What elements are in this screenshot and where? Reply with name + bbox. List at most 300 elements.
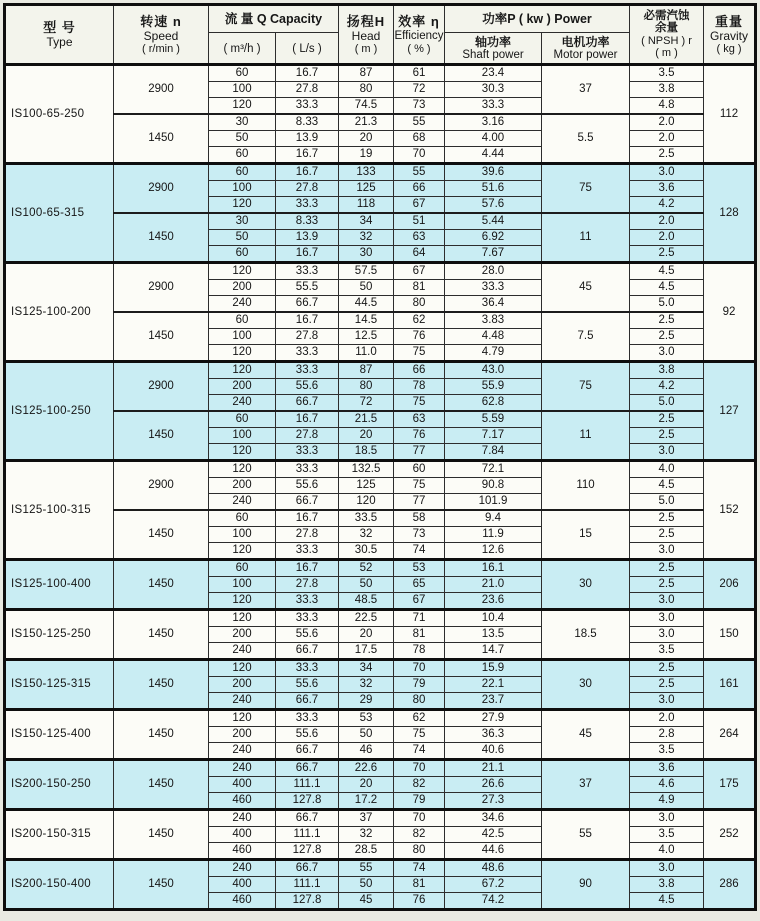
npsh-cell: 2.0 [630, 131, 704, 147]
efficiency-cell: 82 [394, 827, 445, 843]
efficiency-cell: 67 [394, 197, 445, 214]
efficiency-header-cn: 效率 η [398, 13, 440, 29]
col-header-npsh [630, 5, 704, 65]
shaft-power-cell: 14.7 [445, 643, 542, 660]
efficiency-cell: 60 [394, 461, 445, 478]
efficiency-cell: 77 [394, 494, 445, 511]
capacity-m3h-cell: 120 [209, 362, 276, 379]
table-row [5, 362, 756, 379]
speed-header-unit: ( r/min ) [142, 42, 180, 55]
shaft-power-cell: 3.16 [445, 114, 542, 131]
shaft-power-cell: 7.84 [445, 444, 542, 461]
table-row [5, 263, 756, 280]
motor-power-cell: 5.5 [542, 114, 630, 164]
capacity-ls-cell: 66.7 [276, 693, 339, 710]
efficiency-cell: 81 [394, 627, 445, 643]
head-cell: 50 [339, 577, 394, 593]
capacity-m3h-cell: 240 [209, 810, 276, 827]
gravity-cell: 152 [704, 461, 756, 560]
table-row [5, 312, 756, 329]
capacity-ls-cell: 27.8 [276, 577, 339, 593]
capacity-m3h-cell: 240 [209, 643, 276, 660]
shaft-power-cell: 51.6 [445, 181, 542, 197]
head-cell: 52 [339, 560, 394, 577]
table-row [5, 461, 756, 478]
head-cell: 45 [339, 893, 394, 910]
capacity-m3h-cell: 60 [209, 411, 276, 428]
shaft-power-cell: 23.7 [445, 693, 542, 710]
speed-cell: 1450 [114, 510, 209, 560]
capacity-ls-cell: 111.1 [276, 777, 339, 793]
capacity-m3h-cell: 400 [209, 777, 276, 793]
gravity-cell: 112 [704, 65, 756, 164]
speed-cell: 1450 [114, 860, 209, 910]
head-cell: 132.5 [339, 461, 394, 478]
npsh-cell: 4.0 [630, 461, 704, 478]
motor-power-cell: 75 [542, 362, 630, 412]
shaft-power-label-cn: 轴功率 [474, 34, 511, 49]
capacity-ls-cell: 33.3 [276, 362, 339, 379]
motor-power-cell: 75 [542, 164, 630, 214]
gravity-cell: 161 [704, 660, 756, 710]
motor-power-cell: 15 [542, 510, 630, 560]
speed-cell: 2900 [114, 461, 209, 511]
efficiency-cell: 75 [394, 345, 445, 362]
head-cell: 50 [339, 280, 394, 296]
shaft-power-cell: 3.83 [445, 312, 542, 329]
capacity-m3h-cell: 240 [209, 693, 276, 710]
shaft-power-cell: 5.59 [445, 411, 542, 428]
capacity-ls-cell: 16.7 [276, 312, 339, 329]
npsh-cell: 3.0 [630, 444, 704, 461]
speed-cell: 1450 [114, 710, 209, 760]
efficiency-cell: 58 [394, 510, 445, 527]
capacity-m3h-cell: 100 [209, 82, 276, 98]
npsh-header-line1: 必需汽蚀 [643, 9, 690, 22]
pump-spec-table [3, 3, 757, 911]
col-header-capacity-m3h [209, 33, 276, 65]
head-cell: 32 [339, 677, 394, 693]
npsh-cell: 2.0 [630, 213, 704, 230]
shaft-power-cell: 62.8 [445, 395, 542, 412]
head-header-cn: 扬程H [346, 13, 386, 29]
capacity-ls-cell: 33.3 [276, 543, 339, 560]
type-cell: IS150-125-400 [5, 710, 114, 760]
motor-power-cell: 11 [542, 411, 630, 461]
capacity-ls-cell: 8.33 [276, 213, 339, 230]
col-header-gravity [704, 5, 756, 65]
npsh-cell: 4.9 [630, 793, 704, 810]
npsh-cell: 3.8 [630, 362, 704, 379]
head-cell: 12.5 [339, 329, 394, 345]
table-row [5, 164, 756, 181]
capacity-ls-cell: 33.3 [276, 593, 339, 610]
capacity-ls-cell: 66.7 [276, 296, 339, 313]
capacity-m3h-cell: 120 [209, 98, 276, 115]
speed-cell: 2900 [114, 164, 209, 214]
head-cell: 125 [339, 181, 394, 197]
efficiency-cell: 70 [394, 760, 445, 777]
capacity-m3h-cell: 240 [209, 395, 276, 412]
npsh-header-line3: ( NPSH ) r [641, 34, 692, 47]
npsh-cell: 2.0 [630, 114, 704, 131]
efficiency-cell: 53 [394, 560, 445, 577]
capacity-ls-cell: 27.8 [276, 82, 339, 98]
capacity-m3h-cell: 60 [209, 560, 276, 577]
shaft-power-cell: 33.3 [445, 280, 542, 296]
shaft-power-label-en: Shaft power [462, 48, 524, 61]
head-cell: 11.0 [339, 345, 394, 362]
capacity-ls-cell: 55.6 [276, 379, 339, 395]
capacity-m3h-cell: 240 [209, 860, 276, 877]
table-body [5, 65, 756, 910]
head-cell: 55 [339, 860, 394, 877]
efficiency-cell: 80 [394, 693, 445, 710]
capacity-m3h-cell: 400 [209, 877, 276, 893]
type-cell: IS150-125-315 [5, 660, 114, 710]
efficiency-cell: 79 [394, 677, 445, 693]
npsh-cell: 2.8 [630, 727, 704, 743]
head-cell: 74.5 [339, 98, 394, 115]
gravity-cell: 252 [704, 810, 756, 860]
shaft-power-cell: 6.92 [445, 230, 542, 246]
shaft-power-cell: 28.0 [445, 263, 542, 280]
shaft-power-cell: 33.3 [445, 98, 542, 115]
efficiency-cell: 80 [394, 296, 445, 313]
efficiency-cell: 70 [394, 147, 445, 164]
type-cell: IS200-150-400 [5, 860, 114, 910]
shaft-power-cell: 90.8 [445, 478, 542, 494]
speed-cell: 1450 [114, 560, 209, 610]
motor-power-cell: 110 [542, 461, 630, 511]
npsh-cell: 4.8 [630, 98, 704, 115]
efficiency-cell: 66 [394, 362, 445, 379]
efficiency-cell: 66 [394, 181, 445, 197]
shaft-power-cell: 57.6 [445, 197, 542, 214]
head-cell: 32 [339, 827, 394, 843]
head-cell: 44.5 [339, 296, 394, 313]
capacity-m3h-cell: 60 [209, 312, 276, 329]
capacity-ls-cell: 16.7 [276, 411, 339, 428]
head-cell: 20 [339, 777, 394, 793]
motor-power-cell: 90 [542, 860, 630, 910]
table-row [5, 860, 756, 877]
head-cell: 18.5 [339, 444, 394, 461]
npsh-cell: 3.5 [630, 643, 704, 660]
npsh-cell: 2.5 [630, 527, 704, 543]
capacity-m3h-cell: 200 [209, 727, 276, 743]
capacity-ls-cell: 13.9 [276, 131, 339, 147]
shaft-power-cell: 34.6 [445, 810, 542, 827]
col-header-capacity-ls [276, 33, 339, 65]
head-cell: 33.5 [339, 510, 394, 527]
capacity-ls-cell: 55.5 [276, 280, 339, 296]
capacity-ls-cell: 111.1 [276, 877, 339, 893]
col-header-capacity [209, 5, 339, 33]
efficiency-cell: 73 [394, 98, 445, 115]
head-cell: 21.3 [339, 114, 394, 131]
gravity-cell: 150 [704, 610, 756, 660]
capacity-ls-cell: 16.7 [276, 560, 339, 577]
head-cell: 22.6 [339, 760, 394, 777]
capacity-ls-cell: 33.3 [276, 197, 339, 214]
type-header-cn: 型 号 [43, 20, 76, 35]
npsh-cell: 4.5 [630, 263, 704, 280]
capacity-m3h-cell: 120 [209, 444, 276, 461]
npsh-cell: 3.6 [630, 760, 704, 777]
capacity-m3h-cell: 120 [209, 660, 276, 677]
efficiency-cell: 71 [394, 610, 445, 627]
head-cell: 32 [339, 527, 394, 543]
head-cell: 32 [339, 230, 394, 246]
npsh-cell: 2.5 [630, 660, 704, 677]
shaft-power-cell: 101.9 [445, 494, 542, 511]
head-cell: 17.2 [339, 793, 394, 810]
shaft-power-cell: 40.6 [445, 743, 542, 760]
capacity-ls-cell: 33.3 [276, 263, 339, 280]
npsh-cell: 2.5 [630, 677, 704, 693]
efficiency-cell: 67 [394, 263, 445, 280]
motor-power-cell: 45 [542, 710, 630, 760]
head-cell: 87 [339, 362, 394, 379]
capacity-ls-cell: 16.7 [276, 65, 339, 82]
head-cell: 118 [339, 197, 394, 214]
efficiency-cell: 70 [394, 810, 445, 827]
head-header-en: Head [351, 28, 381, 43]
npsh-cell: 3.0 [630, 543, 704, 560]
motor-power-cell: 55 [542, 810, 630, 860]
capacity-m3h-cell: 460 [209, 793, 276, 810]
type-cell: IS125-100-200 [5, 263, 114, 362]
efficiency-cell: 62 [394, 312, 445, 329]
efficiency-cell: 64 [394, 246, 445, 263]
npsh-cell: 3.0 [630, 610, 704, 627]
capacity-m3h-cell: 240 [209, 296, 276, 313]
capacity-m3h-cell: 120 [209, 263, 276, 280]
table-row [5, 411, 756, 428]
efficiency-cell: 74 [394, 743, 445, 760]
npsh-cell: 3.8 [630, 877, 704, 893]
type-cell: IS150-125-250 [5, 610, 114, 660]
head-cell: 46 [339, 743, 394, 760]
shaft-power-cell: 10.4 [445, 610, 542, 627]
capacity-m3h-cell: 120 [209, 461, 276, 478]
capacity-ls-cell: 127.8 [276, 843, 339, 860]
head-cell: 14.5 [339, 312, 394, 329]
capacity-ls-cell: 13.9 [276, 230, 339, 246]
npsh-cell: 3.0 [630, 627, 704, 643]
shaft-power-cell: 72.1 [445, 461, 542, 478]
npsh-cell: 4.2 [630, 379, 704, 395]
npsh-cell: 2.5 [630, 510, 704, 527]
shaft-power-cell: 7.67 [445, 246, 542, 263]
npsh-cell: 3.0 [630, 860, 704, 877]
capacity-ls-cell: 27.8 [276, 329, 339, 345]
efficiency-cell: 81 [394, 280, 445, 296]
gravity-header-cn: 重量 [715, 13, 744, 29]
table-row [5, 560, 756, 577]
shaft-power-cell: 44.6 [445, 843, 542, 860]
shaft-power-cell: 4.00 [445, 131, 542, 147]
efficiency-cell: 81 [394, 877, 445, 893]
capacity-ls-label: ( L/s ) [292, 43, 322, 55]
speed-cell: 2900 [114, 263, 209, 313]
efficiency-cell: 63 [394, 411, 445, 428]
motor-power-label-cn: 电机功率 [561, 34, 610, 49]
npsh-cell: 4.2 [630, 197, 704, 214]
efficiency-cell: 55 [394, 164, 445, 181]
capacity-m3h-cell: 200 [209, 677, 276, 693]
shaft-power-cell: 4.79 [445, 345, 542, 362]
capacity-m3h-cell: 60 [209, 164, 276, 181]
motor-power-cell: 45 [542, 263, 630, 313]
npsh-cell: 2.5 [630, 329, 704, 345]
capacity-m3h-cell: 60 [209, 246, 276, 263]
table-row [5, 810, 756, 827]
head-cell: 120 [339, 494, 394, 511]
npsh-cell: 3.6 [630, 181, 704, 197]
head-cell: 80 [339, 82, 394, 98]
capacity-ls-cell: 66.7 [276, 643, 339, 660]
motor-power-cell: 37 [542, 760, 630, 810]
capacity-ls-cell: 66.7 [276, 810, 339, 827]
efficiency-cell: 76 [394, 428, 445, 444]
shaft-power-cell: 5.44 [445, 213, 542, 230]
npsh-cell: 2.0 [630, 710, 704, 727]
npsh-cell: 5.0 [630, 296, 704, 313]
npsh-cell: 3.0 [630, 810, 704, 827]
speed-cell: 2900 [114, 65, 209, 115]
capacity-ls-cell: 27.8 [276, 181, 339, 197]
capacity-m3h-cell: 240 [209, 760, 276, 777]
head-cell: 87 [339, 65, 394, 82]
capacity-ls-cell: 16.7 [276, 246, 339, 263]
capacity-ls-cell: 16.7 [276, 164, 339, 181]
head-cell: 20 [339, 131, 394, 147]
head-cell: 20 [339, 627, 394, 643]
efficiency-cell: 51 [394, 213, 445, 230]
table-row [5, 213, 756, 230]
gravity-header-unit: ( kg ) [716, 42, 742, 55]
table-row [5, 114, 756, 131]
type-cell: IS100-65-315 [5, 164, 114, 263]
capacity-ls-cell: 33.3 [276, 345, 339, 362]
capacity-m3h-cell: 50 [209, 230, 276, 246]
shaft-power-cell: 11.9 [445, 527, 542, 543]
npsh-cell: 3.0 [630, 593, 704, 610]
capacity-m3h-cell: 60 [209, 147, 276, 164]
type-header-en: Type [46, 35, 73, 49]
efficiency-cell: 76 [394, 329, 445, 345]
capacity-header-cn: 流 量 Q Capacity [224, 12, 323, 26]
capacity-ls-cell: 55.6 [276, 727, 339, 743]
shaft-power-cell: 15.9 [445, 660, 542, 677]
head-cell: 20 [339, 428, 394, 444]
npsh-cell: 3.0 [630, 693, 704, 710]
npsh-cell: 3.5 [630, 827, 704, 843]
efficiency-cell: 70 [394, 660, 445, 677]
efficiency-cell: 80 [394, 843, 445, 860]
shaft-power-cell: 30.3 [445, 82, 542, 98]
capacity-ls-cell: 16.7 [276, 510, 339, 527]
gravity-header-en: Gravity [710, 28, 749, 43]
capacity-ls-cell: 27.8 [276, 527, 339, 543]
efficiency-cell: 75 [394, 395, 445, 412]
head-cell: 17.5 [339, 643, 394, 660]
head-cell: 29 [339, 693, 394, 710]
shaft-power-cell: 7.17 [445, 428, 542, 444]
shaft-power-cell: 13.5 [445, 627, 542, 643]
capacity-m3h-cell: 200 [209, 478, 276, 494]
gravity-cell: 92 [704, 263, 756, 362]
col-header-type [5, 5, 114, 65]
shaft-power-cell: 27.3 [445, 793, 542, 810]
motor-power-label-en: Motor power [553, 48, 618, 61]
shaft-power-cell: 21.1 [445, 760, 542, 777]
capacity-ls-cell: 33.3 [276, 710, 339, 727]
speed-cell: 1450 [114, 810, 209, 860]
speed-cell: 1450 [114, 610, 209, 660]
capacity-ls-cell: 33.3 [276, 444, 339, 461]
capacity-m3h-cell: 240 [209, 494, 276, 511]
motor-power-cell: 11 [542, 213, 630, 263]
capacity-ls-cell: 8.33 [276, 114, 339, 131]
npsh-cell: 3.5 [630, 65, 704, 82]
speed-header-cn: 转速 n [140, 13, 182, 29]
gravity-cell: 128 [704, 164, 756, 263]
capacity-ls-cell: 55.6 [276, 478, 339, 494]
shaft-power-cell: 48.6 [445, 860, 542, 877]
shaft-power-cell: 43.0 [445, 362, 542, 379]
capacity-ls-cell: 127.8 [276, 893, 339, 910]
head-cell: 21.5 [339, 411, 394, 428]
efficiency-cell: 55 [394, 114, 445, 131]
capacity-m3h-cell: 120 [209, 543, 276, 560]
power-header-cn: 功率P ( kw ) Power [482, 12, 592, 26]
type-cell: IS125-100-400 [5, 560, 114, 610]
shaft-power-cell: 23.6 [445, 593, 542, 610]
type-cell: IS200-150-315 [5, 810, 114, 860]
capacity-ls-cell: 33.3 [276, 610, 339, 627]
speed-cell: 1450 [114, 760, 209, 810]
speed-header-en: Speed [143, 28, 179, 43]
efficiency-cell: 82 [394, 777, 445, 793]
head-cell: 125 [339, 478, 394, 494]
speed-cell: 1450 [114, 660, 209, 710]
head-cell: 37 [339, 810, 394, 827]
capacity-m3h-cell: 100 [209, 527, 276, 543]
capacity-m3h-cell: 60 [209, 510, 276, 527]
capacity-m3h-cell: 120 [209, 710, 276, 727]
npsh-cell: 2.5 [630, 147, 704, 164]
capacity-m3h-cell: 240 [209, 743, 276, 760]
table-row [5, 610, 756, 627]
table-row [5, 660, 756, 677]
speed-cell: 1450 [114, 213, 209, 263]
motor-power-cell: 18.5 [542, 610, 630, 660]
npsh-header-line4: ( m ) [655, 47, 678, 59]
npsh-cell: 3.0 [630, 345, 704, 362]
motor-power-cell: 30 [542, 660, 630, 710]
capacity-m3h-cell: 100 [209, 577, 276, 593]
type-cell: IS200-150-250 [5, 760, 114, 810]
type-cell: IS125-100-250 [5, 362, 114, 461]
head-header-unit: ( m ) [354, 42, 378, 55]
table-row [5, 710, 756, 727]
capacity-m3h-cell: 460 [209, 843, 276, 860]
head-cell: 72 [339, 395, 394, 412]
efficiency-cell: 67 [394, 593, 445, 610]
